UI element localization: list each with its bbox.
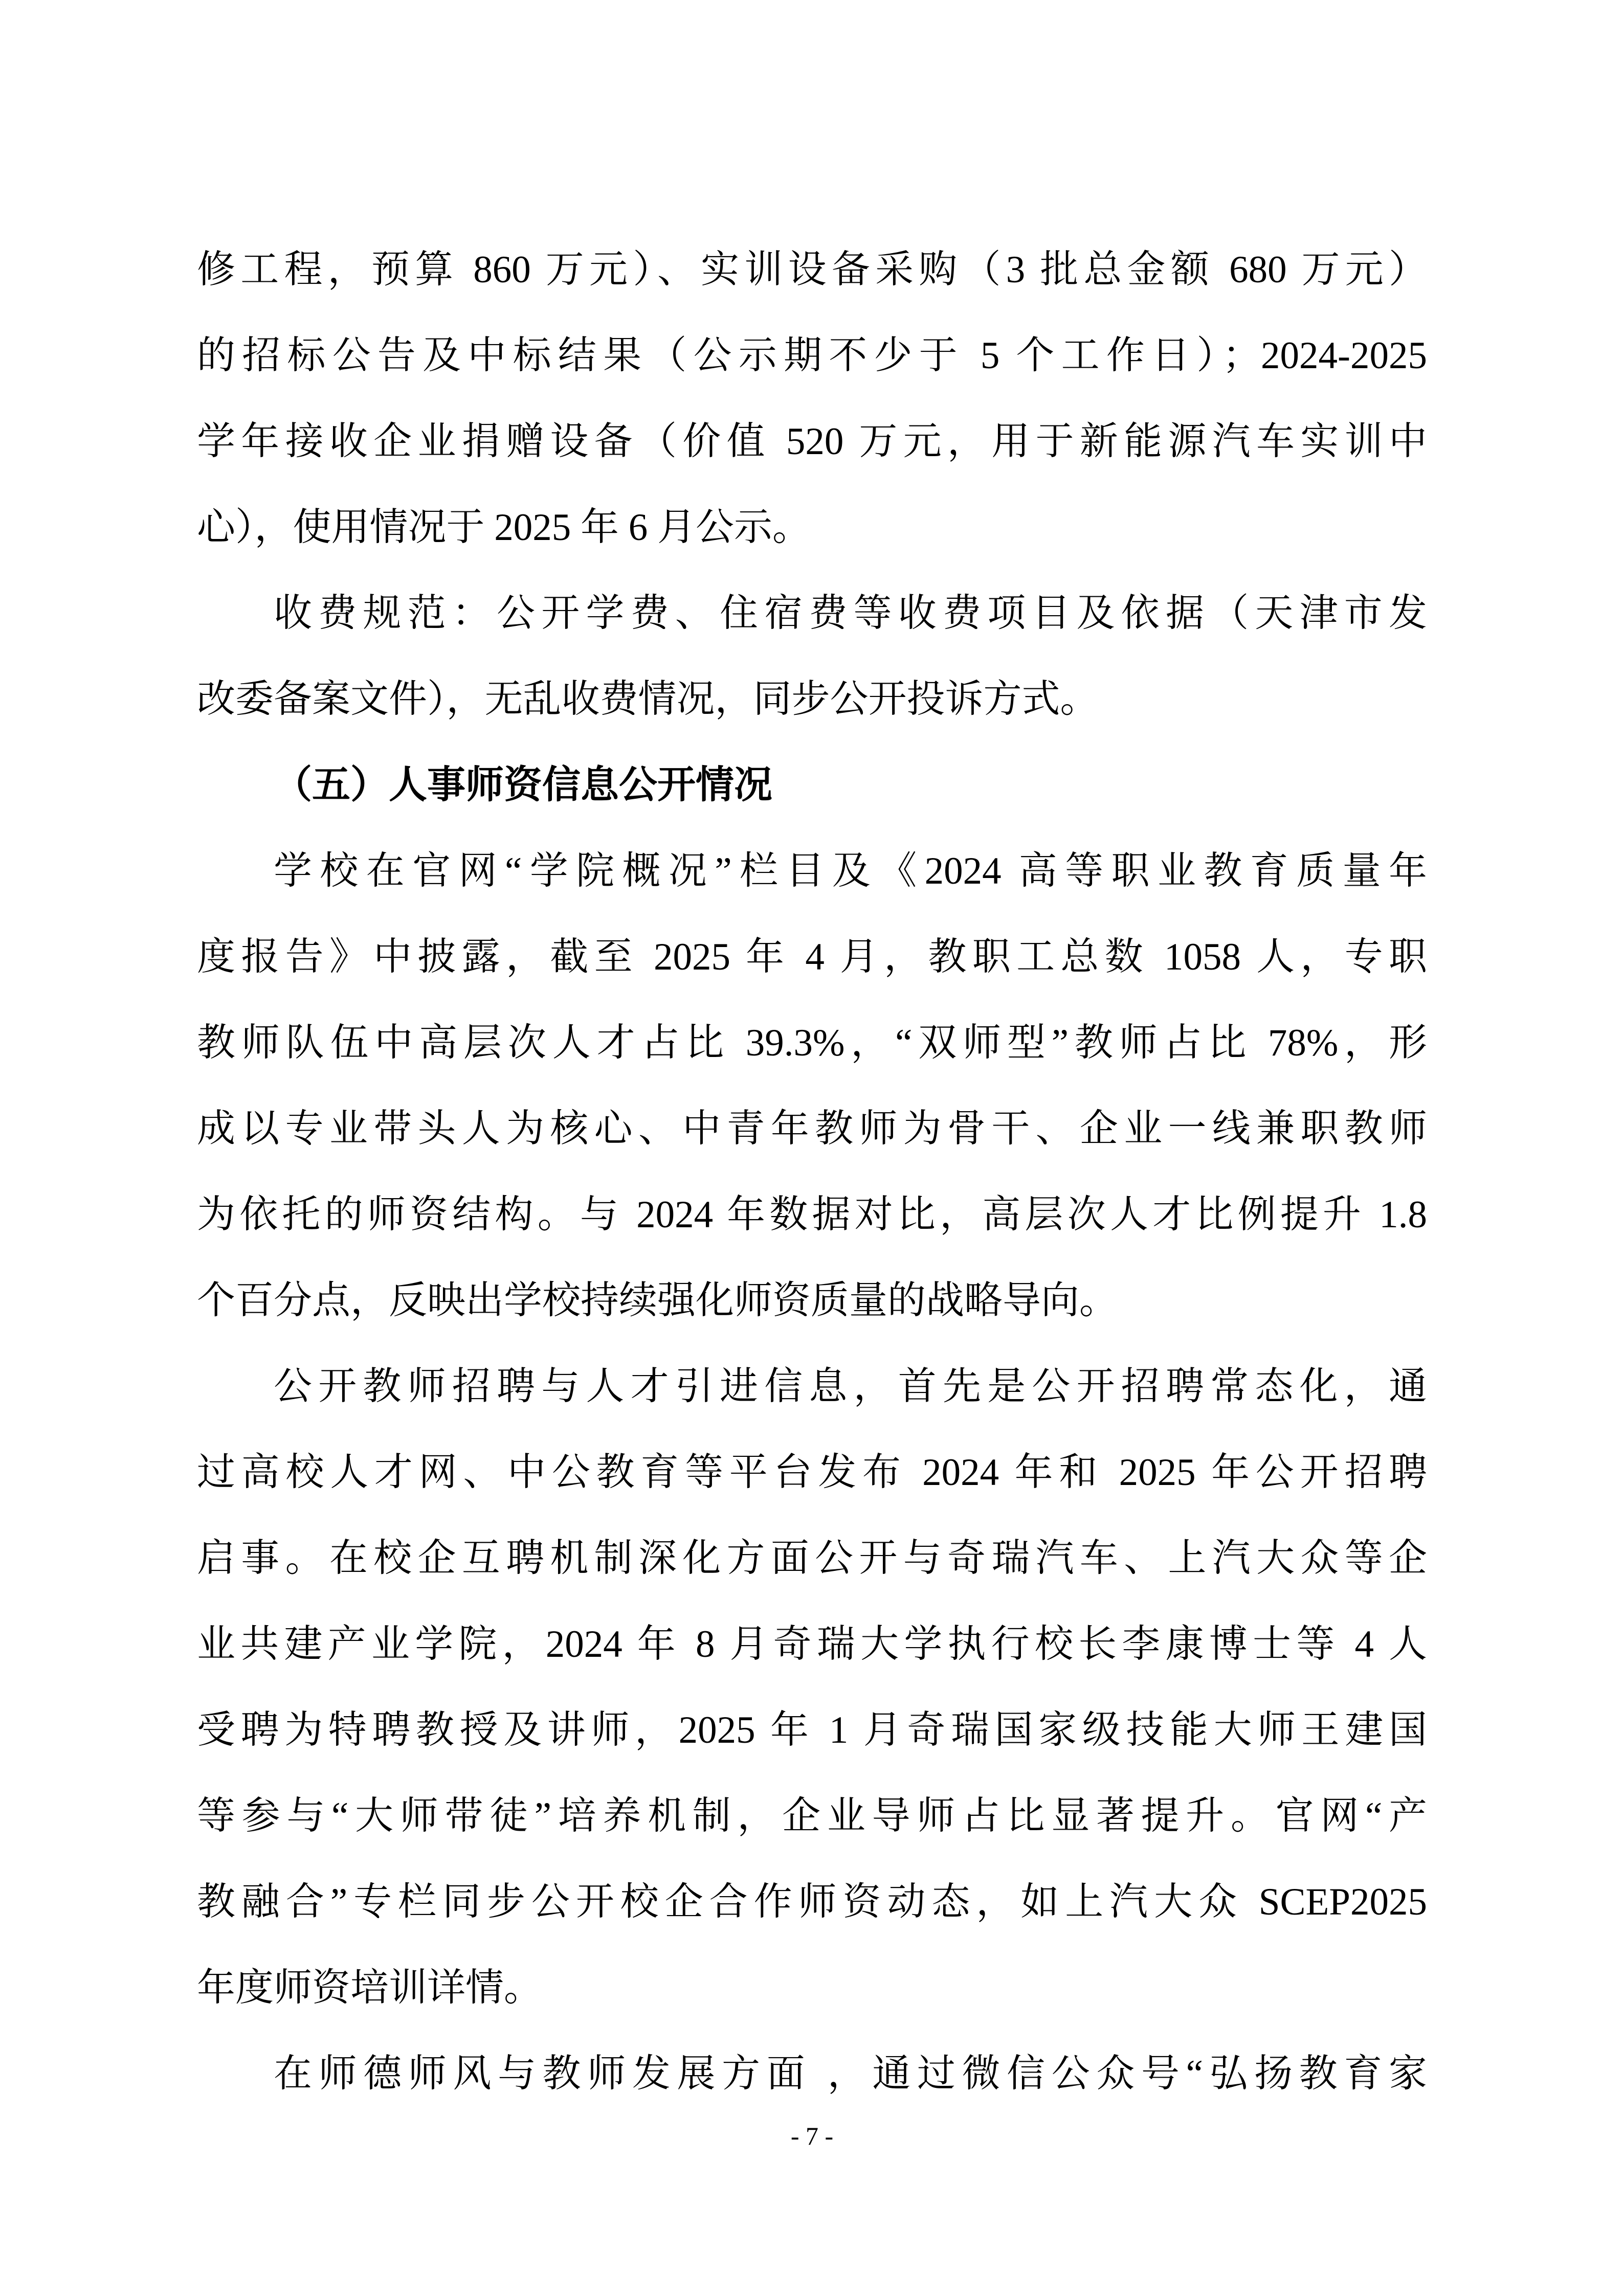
text-block (197, 227, 1427, 2117)
text-line: 学年接收企业捐赠设备（价值 520 万元，用于新能源汽车实训中 (197, 420, 1427, 463)
text-line: 收费规范：公开学费、住宿费等收费项目及依据（天津市发 (274, 592, 1427, 635)
text-line: 学校在官网“学院概况”栏目及《2024 高等职业教育质量年 (274, 850, 1427, 892)
text-line: 在师德师风与教师发展方面 ，通过微信公众号“弘扬教育家 (274, 2053, 1427, 2095)
text-line: 度报告》中披露，截至 2025 年 4 月，教职工总数 1058 人，专职 (197, 936, 1427, 978)
text-line: 教师队伍中高层次人才占比 39.3%，“双师型”教师占比 78%，形 (197, 1022, 1427, 1064)
text-line: 启事。在校企互聘机制深化方面公开与奇瑞汽车、上汽大众等企 (197, 1537, 1427, 1580)
text-line: 个百分点，反映出学校持续强化师资质量的战略导向。 (197, 1279, 1118, 1322)
page-number: - 7 - (790, 2122, 834, 2150)
text-line: 公开教师招聘与人才引进信息，首先是公开招聘常态化，通 (274, 1365, 1427, 1408)
text-line: 心），使用情况于 2025 年 6 月公示。 (197, 506, 811, 549)
text-line: 等参与“大师带徒”培养机制，企业导师占比显著提升。官网“产 (197, 1795, 1427, 1837)
text-line: 过高校人才网、中公教育等平台发布 2024 年和 2025 年公开招聘 (197, 1451, 1427, 1494)
text-line: 成以专业带头人为核心、中青年教师为骨干、企业一线兼职教师 (197, 1108, 1427, 1150)
text-line: 修工程，预算 860 万元）、实训设备采购（3 批总金额 680 万元） (197, 249, 1427, 291)
text-line: 业共建产业学院，2024 年 8 月奇瑞大学执行校长李康博士等 4 人 (197, 1623, 1427, 1665)
text-line: 年度师资培训详情。 (197, 1967, 543, 2009)
text-line: 受聘为特聘教授及讲师，2025 年 1 月奇瑞国家级技能大师王建国 (197, 1709, 1427, 1751)
text-line: 改委备案文件），无乱收费情况，同步公开投诉方式。 (197, 678, 1099, 721)
text-line: 教融合”专栏同步公开校企合作师资动态，如上汽大众 SCEP2025 (197, 1881, 1427, 1923)
text-line: 的招标公告及中标结果（公示期不少于 5 个工作日）；2024-2025 (197, 334, 1427, 377)
text-line: 为依托的师资结构。与 2024 年数据对比，高层次人才比例提升 1.8 (197, 1194, 1427, 1236)
section-heading: （五）人事师资信息公开情况 (274, 764, 773, 806)
